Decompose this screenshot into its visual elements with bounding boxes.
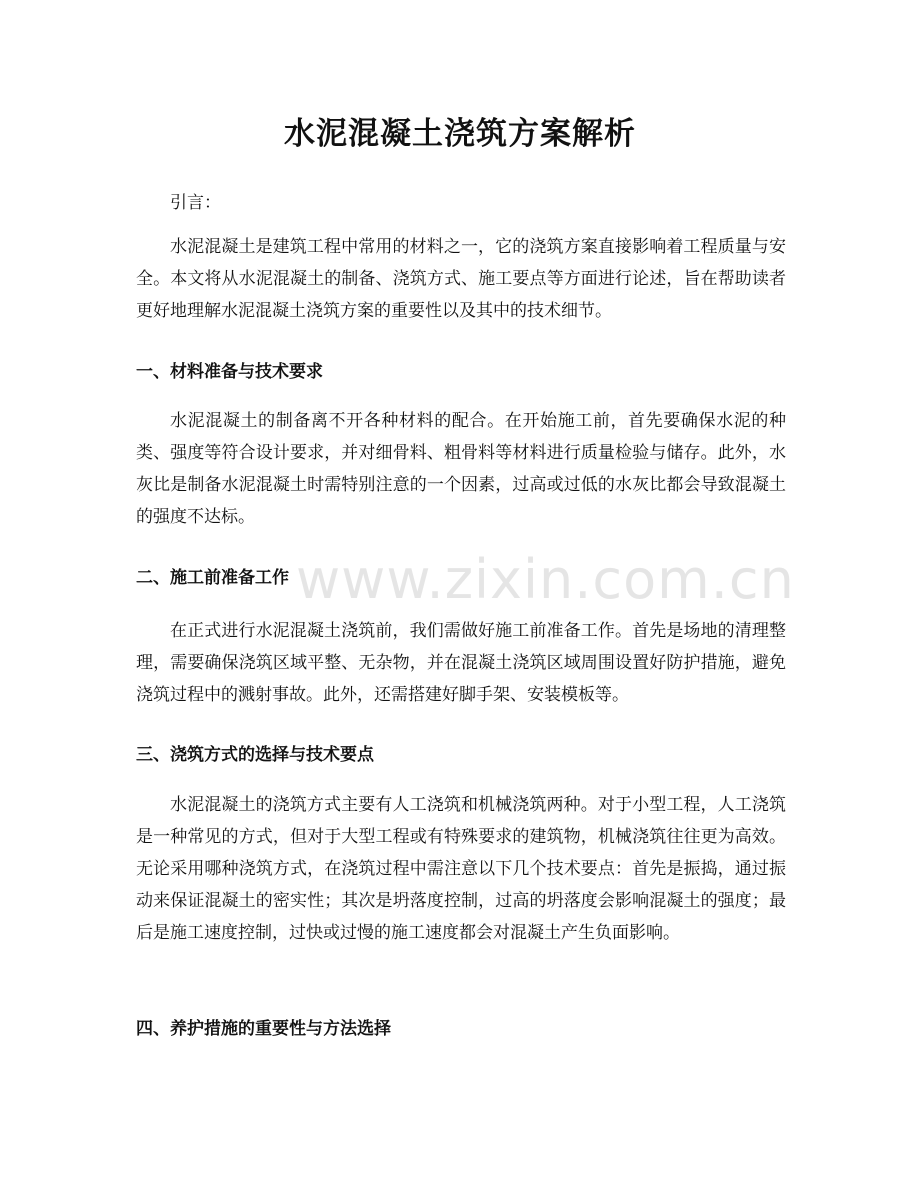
document-title: 水泥混凝土浇筑方案解析 (284, 116, 636, 152)
section-heading-1: 一、材料准备与技术要求 (136, 362, 323, 382)
section-paragraph-1: 水泥混凝土的制备离不开各种材料的配合。在开始施工前，首先要确保水泥的种类、强度等符合设计要求，并对细骨料、粗骨料等材料进行质量检验与储存。此外，水灰比是制备水泥混凝土时需特别注意的一个因素，过高或过低的水灰比都会导致混凝土的强度不达标。 (136, 411, 786, 527)
section-heading-2: 二、施工前准备工作 (136, 568, 289, 588)
watermark: www.zixin.com.cn (296, 548, 795, 611)
section-paragraph-3: 水泥混凝土的浇筑方式主要有人工浇筑和机械浇筑两种。对于小型工程，人工浇筑是一种常见的方式，但对于大型工程或有特殊要求的建筑物，机械浇筑往往更为高效。无论采用哪种浇筑方式，在浇筑过程中需注意以下几个技术要点：首先是振捣，通过振动来保证混凝土的密实性；其次是坍落度控制，过高的坍落度会影响混凝土的强度；最后是施工速度控制，过快或过慢的施工速度都会对混凝土产生负面影响。 (136, 795, 786, 943)
intro-paragraph: 水泥混凝土是建筑工程中常用的材料之一，它的浇筑方案直接影响着工程质量与安全。本文将从水泥混凝土的制备、浇筑方式、施工要点等方面进行论述，旨在帮助读者更好地理解水泥混凝土浇筑方案的重要性以及其中的技术细节。 (136, 237, 786, 321)
section-paragraph-2: 在正式进行水泥混凝土浇筑前，我们需做好施工前准备工作。首先是场地的清理整理，需要确保浇筑区域平整、无杂物，并在混凝土浇筑区域周围设置好防护措施，避免浇筑过程中的溅射事故。此外，还需搭建好脚手架、安装模板等。 (136, 621, 786, 705)
section-heading-3: 三、浇筑方式的选择与技术要点 (136, 745, 374, 765)
section-heading-4: 四、养护措施的重要性与方法选择 (136, 1019, 391, 1039)
intro-label: 引言： (170, 193, 221, 213)
